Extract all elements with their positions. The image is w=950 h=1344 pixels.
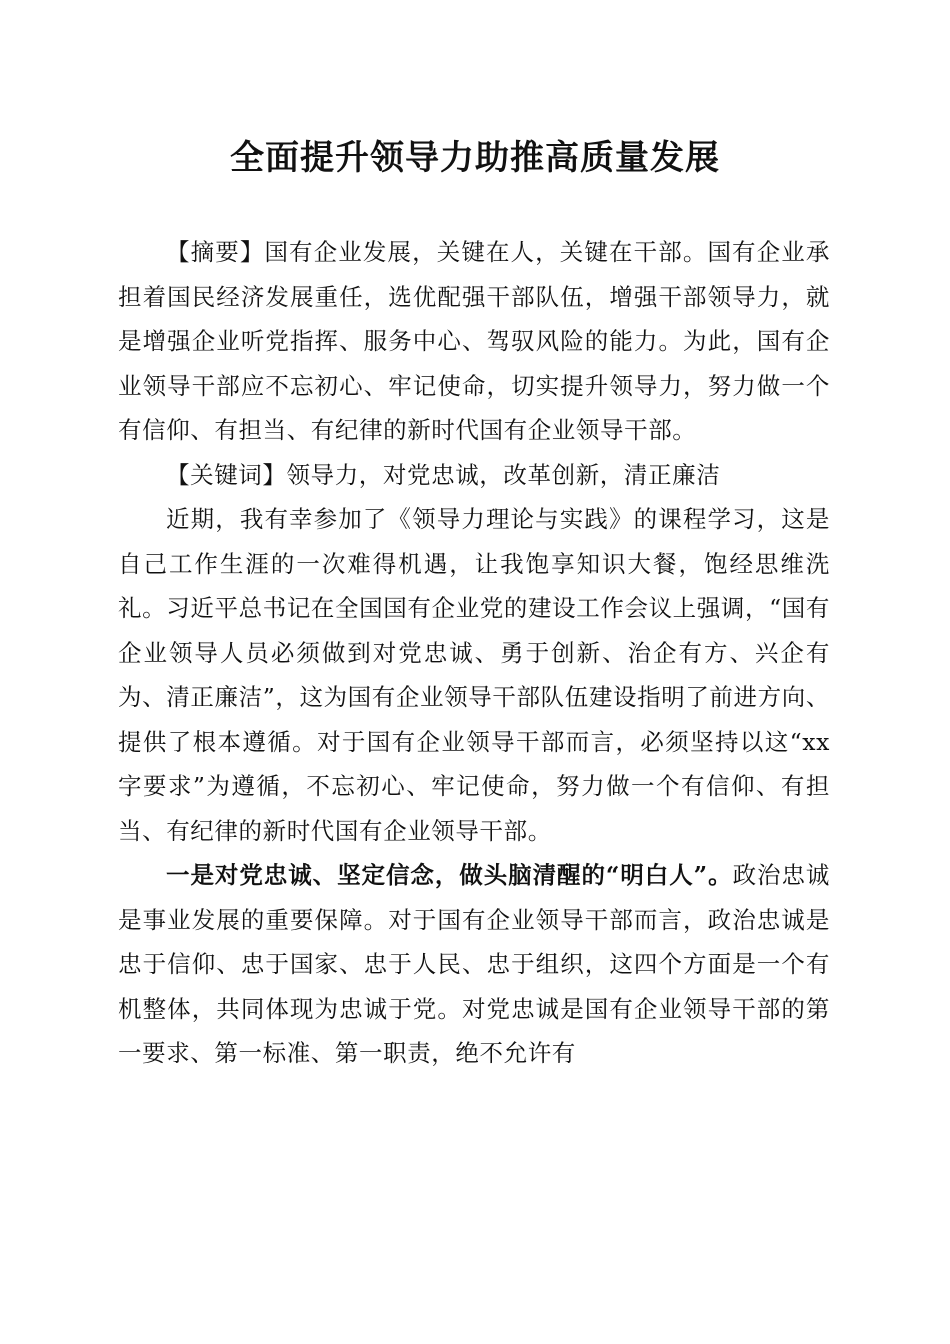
section1-paragraph	[118, 853, 830, 1076]
intro-paragraph: 近期，我有幸参加了《领导力理论与实践》的课程学习，这是自己工作生涯的一次难得机遇，让我饱享知识大餐，饱经思维洗礼。习近平总书记在全国国有企业党的建设工作会议上强调，“国有企业领导人员必须做到对党忠诚、勇于创新、治企有方、兴企有为、清正廉洁”，这为国有企业领导干部队伍建设指明了前进方向、提供了根本遵循。对于国有企业领导干部而言，必须坚持以这“xx字要求”为遵循，不忘初心、牢记使命，努力做一个有信仰、有担当、有纪律的新时代国有企业领导干部。	[118, 505, 830, 845]
section1-heading: 一是对党忠诚、坚定信念，做头脑清醒的“明白人”。	[166, 861, 733, 889]
document-body	[118, 230, 830, 1076]
document-title: 全面提升领导力助推高质量发展	[230, 138, 720, 178]
section1-text: 政治忠诚是事业发展的重要保障。对于国有企业领导干部而言，政治忠诚是忠于信仰、忠于国家、忠于人民、忠于组织，这四个方面是一个有机整体，共同体现为忠诚于党。对党忠诚是国有企业领导干部的第一要求、第一标准、第一职责，绝不允许有	[118, 861, 830, 1067]
keywords-paragraph: 【关键词】领导力，对党忠诚，改革创新，清正廉洁	[166, 460, 721, 489]
abstract-paragraph: 【摘要】国有企业发展，关键在人，关键在干部。国有企业承担着国民经济发展重任，选优配强干部队伍，增强干部领导力，就是增强企业听党指挥、服务中心、驾驭风险的能力。为此，国有企业领导干部应不忘初心、牢记使命，切实提升领导力，努力做一个有信仰、有担当、有纪律的新时代国有企业领导干部。	[118, 238, 830, 444]
